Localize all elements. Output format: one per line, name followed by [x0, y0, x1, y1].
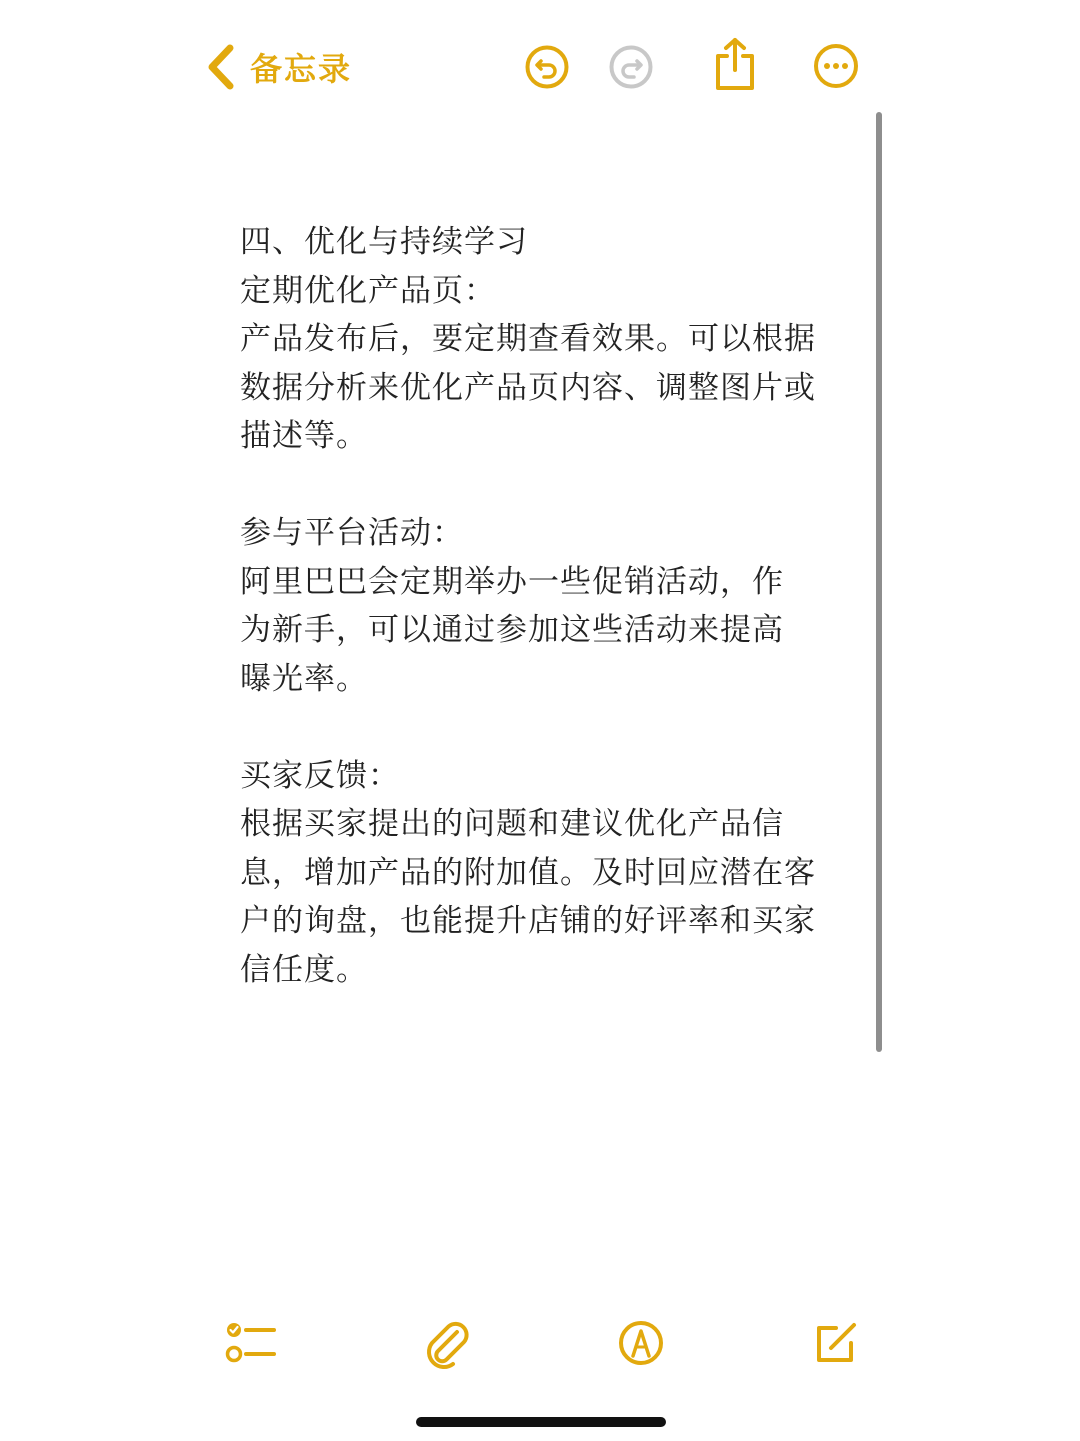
compose-icon — [812, 1318, 862, 1368]
bottom-toolbar — [0, 1300, 1080, 1400]
checklist-button[interactable] — [224, 1318, 278, 1368]
markup-button[interactable] — [616, 1318, 666, 1368]
note-blank-line — [240, 703, 840, 752]
paperclip-icon — [424, 1318, 472, 1370]
attach-button[interactable] — [424, 1318, 472, 1370]
share-icon — [710, 36, 760, 92]
redo-icon — [608, 44, 654, 90]
note-line: 描述等。 — [240, 418, 368, 454]
back-label: 备忘录 — [250, 50, 353, 88]
redo-button[interactable] — [608, 44, 654, 90]
note-line: 四、优化与持续学习 — [240, 224, 528, 260]
note-blank-line — [240, 461, 840, 510]
home-indicator[interactable] — [416, 1417, 666, 1427]
undo-icon — [524, 44, 570, 90]
note-line: 买家反馈： — [240, 757, 400, 794]
checklist-icon — [224, 1318, 278, 1368]
note-line: 信任度。 — [240, 951, 368, 988]
note-line: 根据买家提出的问题和建议优化产品信 — [240, 806, 784, 842]
note-line: 参与平台活动： — [240, 515, 464, 551]
note-line: 数据分析来优化产品页内容、调整图片或 — [240, 369, 816, 406]
markup-pen-icon — [616, 1318, 666, 1368]
chevron-left-icon — [204, 40, 238, 94]
more-icon — [812, 42, 860, 90]
note-line: 为新手，可以通过参加这些活动来提高 — [240, 612, 784, 648]
back-button[interactable] — [204, 40, 352, 94]
compose-button[interactable] — [812, 1318, 862, 1368]
note-line: 定期优化产品页： — [240, 272, 496, 309]
note-line: 阿里巴巴会定期举办一些促销活动，作 — [240, 563, 784, 600]
note-line: 户的询盘，也能提升店铺的好评率和买家 — [240, 903, 816, 939]
note-line: 产品发布后，要定期查看效果。可以根据 — [240, 321, 816, 357]
undo-button[interactable] — [524, 44, 570, 90]
top-toolbar — [0, 0, 1080, 130]
scrollbar[interactable] — [876, 112, 882, 1052]
share-button[interactable] — [710, 36, 760, 92]
note-line: 曝光率。 — [240, 660, 368, 697]
more-button[interactable] — [812, 42, 860, 90]
note-body[interactable] — [240, 218, 840, 994]
note-line: 息，增加产品的附加值。及时回应潜在客 — [240, 854, 816, 891]
